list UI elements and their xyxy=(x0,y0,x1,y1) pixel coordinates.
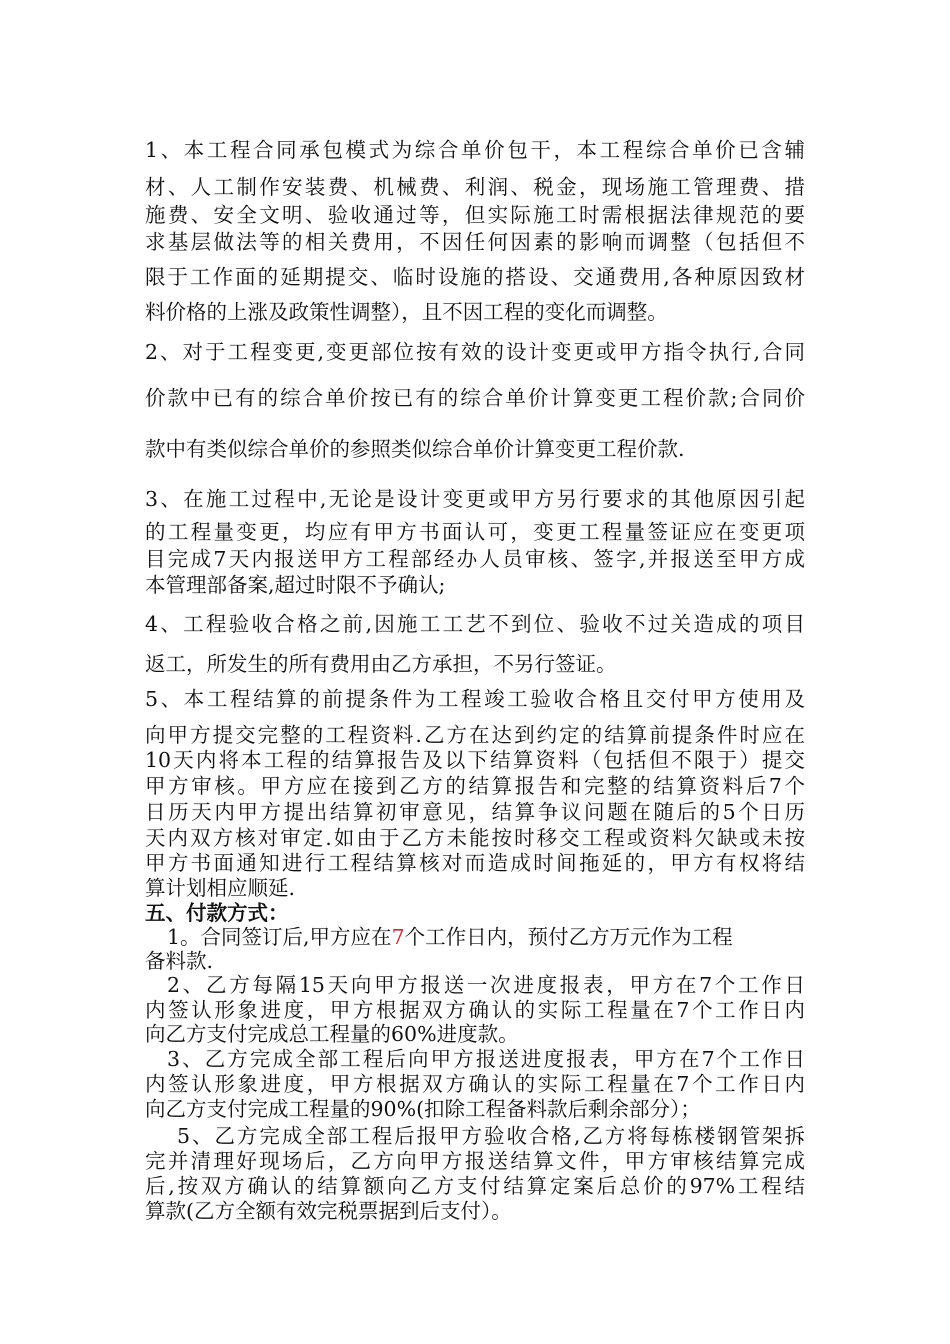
payment-1-line-2: 备料款. xyxy=(145,949,214,973)
payment-2-line-1: 2、乙方每隔15天向甲方报送一次进度报表，甲方在7个工作日 xyxy=(167,973,805,997)
payment-5-line-2: 完并清理好现场后，乙方向甲方报送结算文件，甲方审核结算完成 xyxy=(145,1149,805,1173)
payment-5-line-4: 算款(乙方全额有效完税票据到后支付）。 xyxy=(145,1199,512,1223)
clause-1-line-5: 限于工作面的延期提交、临时设施的搭设、交通费用,各种原因致材 xyxy=(145,265,805,289)
payment-2-line-3: 向乙方支付完成总工程量的60%进度款。 xyxy=(145,1022,519,1046)
clause-5-line-8: 算计划相应顺延. xyxy=(145,876,296,900)
clause-5-line-5: 日历天内甲方提出结算初审意见，结算争议问题在随后的5个日历 xyxy=(145,800,805,824)
clause-2-line-2: 价款中已有的综合单价按已有的综合单价计算变更工程价款;合同价 xyxy=(145,386,805,410)
clause-1-line-4: 求基层做法等的相关费用，不因任何因素的影响而调整（包括但不 xyxy=(145,230,805,254)
payment-1-days-highlight: 7 xyxy=(391,925,405,949)
clause-5-line-2: 向甲方提交完整的工程资料.乙方在达到约定的结算前提条件时应在 xyxy=(145,723,805,747)
clause-2-line-1: 2、对于工程变更,变更部位按有效的设计变更或甲方指令执行,合同 xyxy=(145,340,805,364)
clause-4-line-2: 返工，所发生的所有费用由乙方承担，不另行签证。 xyxy=(145,652,617,676)
clause-3-line-4: 本管理部备案,超过时限不予确认; xyxy=(145,573,446,597)
clause-4-line-1: 4、工程验收合格之前,因施工工艺不到位、验收不过关造成的项目 xyxy=(145,612,805,636)
clause-5-line-7: 甲方书面通知进行工程结算核对而造成时间拖延的，甲方有权将结 xyxy=(145,851,805,875)
clause-1-line-6: 料价格的上涨及政策性调整），且不因工程的变化而调整。 xyxy=(145,300,668,324)
payment-3-line-3: 向乙方支付完成工程量的90%(扣除工程备料款后剩余部分）； xyxy=(145,1097,701,1121)
payment-3-line-1: 3、乙方完成全部工程后向甲方报送进度报表，甲方在7个工作日 xyxy=(167,1047,805,1071)
payment-1-text-b: 个工作日内，预付乙方万元作为工程 xyxy=(404,925,733,949)
clause-3-line-2: 的工程量变更，均应有甲方书面认可，变更工程量签证应在变更项 xyxy=(145,520,805,544)
clause-1-line-2: 材、人工制作安装费、机械费、利润、税金，现场施工管理费、措 xyxy=(145,175,805,199)
clause-2-line-3: 款中有类似综合单价的参照类似综合单价计算变更工程价款. xyxy=(145,437,685,461)
clause-3-line-3: 目完成7天内报送甲方工程部经办人员审核、签字,并报送至甲方成 xyxy=(145,547,805,571)
clause-5-line-3: 10天内将本工程的结算报告及以下结算资料（包括但不限于）提交 xyxy=(145,748,805,772)
clause-1-line-1: 1、本工程合同承包模式为综合单价包干，本工程综合单价已含辅 xyxy=(145,138,805,162)
clause-3-line-1: 3、在施工过程中,无论是设计变更或甲方另行要求的其他原因引起 xyxy=(145,487,805,511)
payment-5-line-3: 后,按双方确认的结算额向乙方支付结算定案后总价的97%工程结 xyxy=(145,1174,805,1198)
clause-5-line-1: 5、本工程结算的前提条件为工程竣工验收合格且交付甲方使用及 xyxy=(145,687,805,711)
clause-5-line-6: 天内双方核对审定.如由于乙方未能按时移交工程或资料欠缺或未按 xyxy=(145,826,805,850)
clause-1-line-3: 施费、安全文明、验收通过等，但实际施工时需根据法律规范的要 xyxy=(145,203,805,227)
clause-5-line-4: 甲方审核。甲方应在接到乙方的结算报告和完整的结算资料后7个 xyxy=(145,774,805,798)
payment-1-text-a: 1。合同签订后,甲方应在 xyxy=(167,925,392,949)
section-heading-payment: 五、付款方式： xyxy=(145,901,289,925)
payment-1-line-1 xyxy=(167,924,733,950)
payment-2-line-2: 内签认形象进度，甲方根据双方确认的实际工程量在7个工作日内 xyxy=(145,998,805,1022)
payment-3-line-2: 内签认形象进度，甲方根据双方确认的实际工程量在7个工作日内 xyxy=(145,1072,805,1096)
payment-5-line-1: 5、乙方完成全部工程后报甲方验收合格,乙方将每栋楼钢管架拆 xyxy=(177,1124,805,1148)
